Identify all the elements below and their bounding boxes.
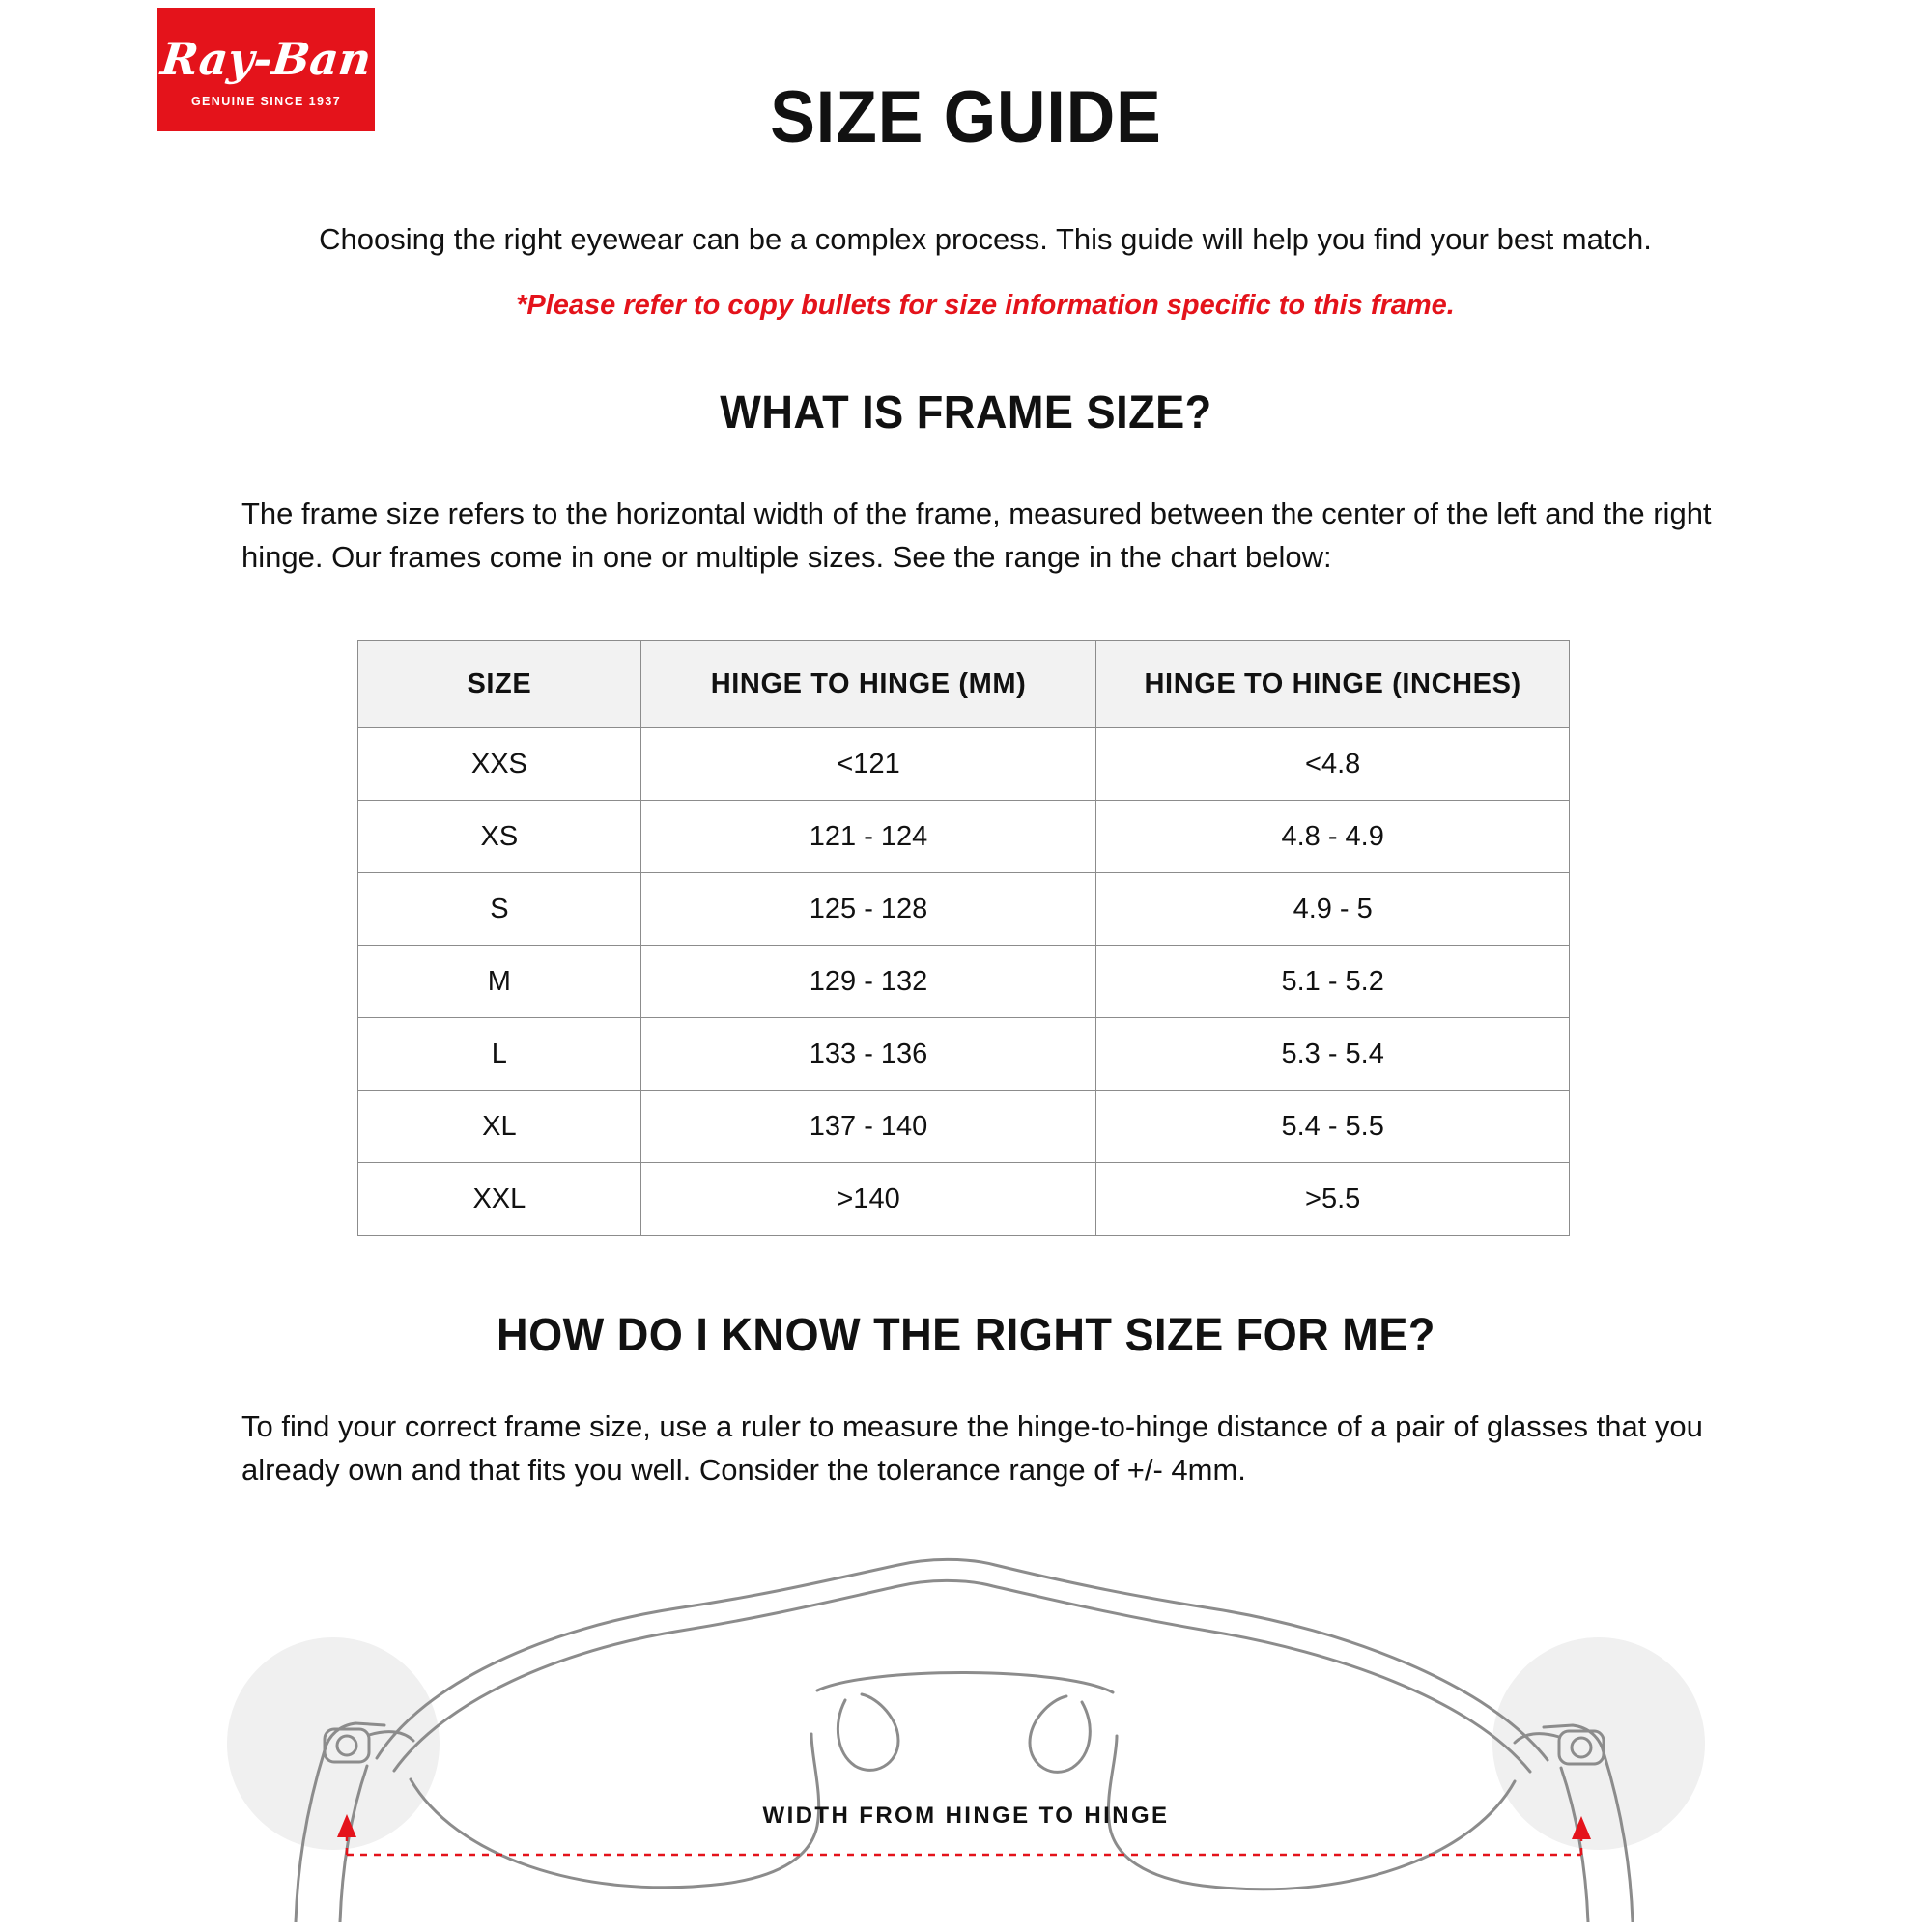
section-body-frame-size: The frame size refers to the horizontal width of the frame, measured between the center of the left and the right hinge. Our frames come in one or multiple sizes. See the range in the chart below: (242, 497, 1712, 574)
table-row (358, 1018, 1570, 1091)
section-heading-right-size: HOW DO I KNOW THE RIGHT SIZE FOR ME? (497, 1310, 1435, 1361)
cell-mm: 129 - 132 (640, 946, 1096, 1018)
cell-size: S (358, 873, 641, 946)
measure-label: WIDTH FROM HINGE TO HINGE (762, 1803, 1170, 1829)
logo-tagline: GENUINE SINCE 1937 (190, 95, 342, 108)
glasses-measurement-illustration (135, 1536, 1797, 1922)
table-header-row (358, 641, 1570, 728)
column-header-size: SIZE (358, 641, 641, 728)
table-row (358, 1163, 1570, 1236)
logo-wordmark: Ray-Ban (158, 33, 374, 85)
cell-size: XXL (358, 1163, 641, 1236)
cell-mm: 125 - 128 (640, 873, 1096, 946)
cell-size: XXS (358, 728, 641, 801)
cell-inches: 4.9 - 5 (1096, 873, 1570, 946)
cell-inches: 5.3 - 5.4 (1096, 1018, 1570, 1091)
cell-inches: 5.4 - 5.5 (1096, 1091, 1570, 1163)
cell-inches: 4.8 - 4.9 (1096, 801, 1570, 873)
cell-inches: >5.5 (1096, 1163, 1570, 1236)
cell-mm: >140 (640, 1163, 1096, 1236)
table-row (358, 946, 1570, 1018)
section-body-right-size: To find your correct frame size, use a ruler to measure the hinge-to-hinge distance of a pair of glasses that you already own and that fits you well. Consider the tolerance range of +/- 4mm. (242, 1409, 1703, 1487)
section-heading-frame-size: WHAT IS FRAME SIZE? (720, 387, 1212, 439)
table-row (358, 1091, 1570, 1163)
page-title: SIZE GUIDE (770, 76, 1162, 158)
cell-size: XL (358, 1091, 641, 1163)
cell-size: L (358, 1018, 641, 1091)
intro-text: Choosing the right eyewear can be a complex process. This guide will help you find your best match. (319, 222, 1652, 256)
table-row (358, 801, 1570, 873)
size-chart-table (357, 640, 1570, 1236)
column-header-hinge-inches: HINGE TO HINGE (INCHES) (1096, 641, 1570, 728)
column-header-hinge-mm: HINGE TO HINGE (MM) (640, 641, 1096, 728)
measure-line (347, 1833, 1581, 1855)
cell-size: M (358, 946, 641, 1018)
cell-mm: 133 - 136 (640, 1018, 1096, 1091)
table-row (358, 728, 1570, 801)
cell-size: XS (358, 801, 641, 873)
cell-mm: <121 (640, 728, 1096, 801)
cell-mm: 137 - 140 (640, 1091, 1096, 1163)
cell-mm: 121 - 124 (640, 801, 1096, 873)
table-row (358, 873, 1570, 946)
cell-inches: <4.8 (1096, 728, 1570, 801)
frame-specific-note: *Please refer to copy bullets for size information specific to this frame. (516, 290, 1455, 321)
glasses-diagram-svg (135, 1536, 1797, 1922)
cell-inches: 5.1 - 5.2 (1096, 946, 1570, 1018)
